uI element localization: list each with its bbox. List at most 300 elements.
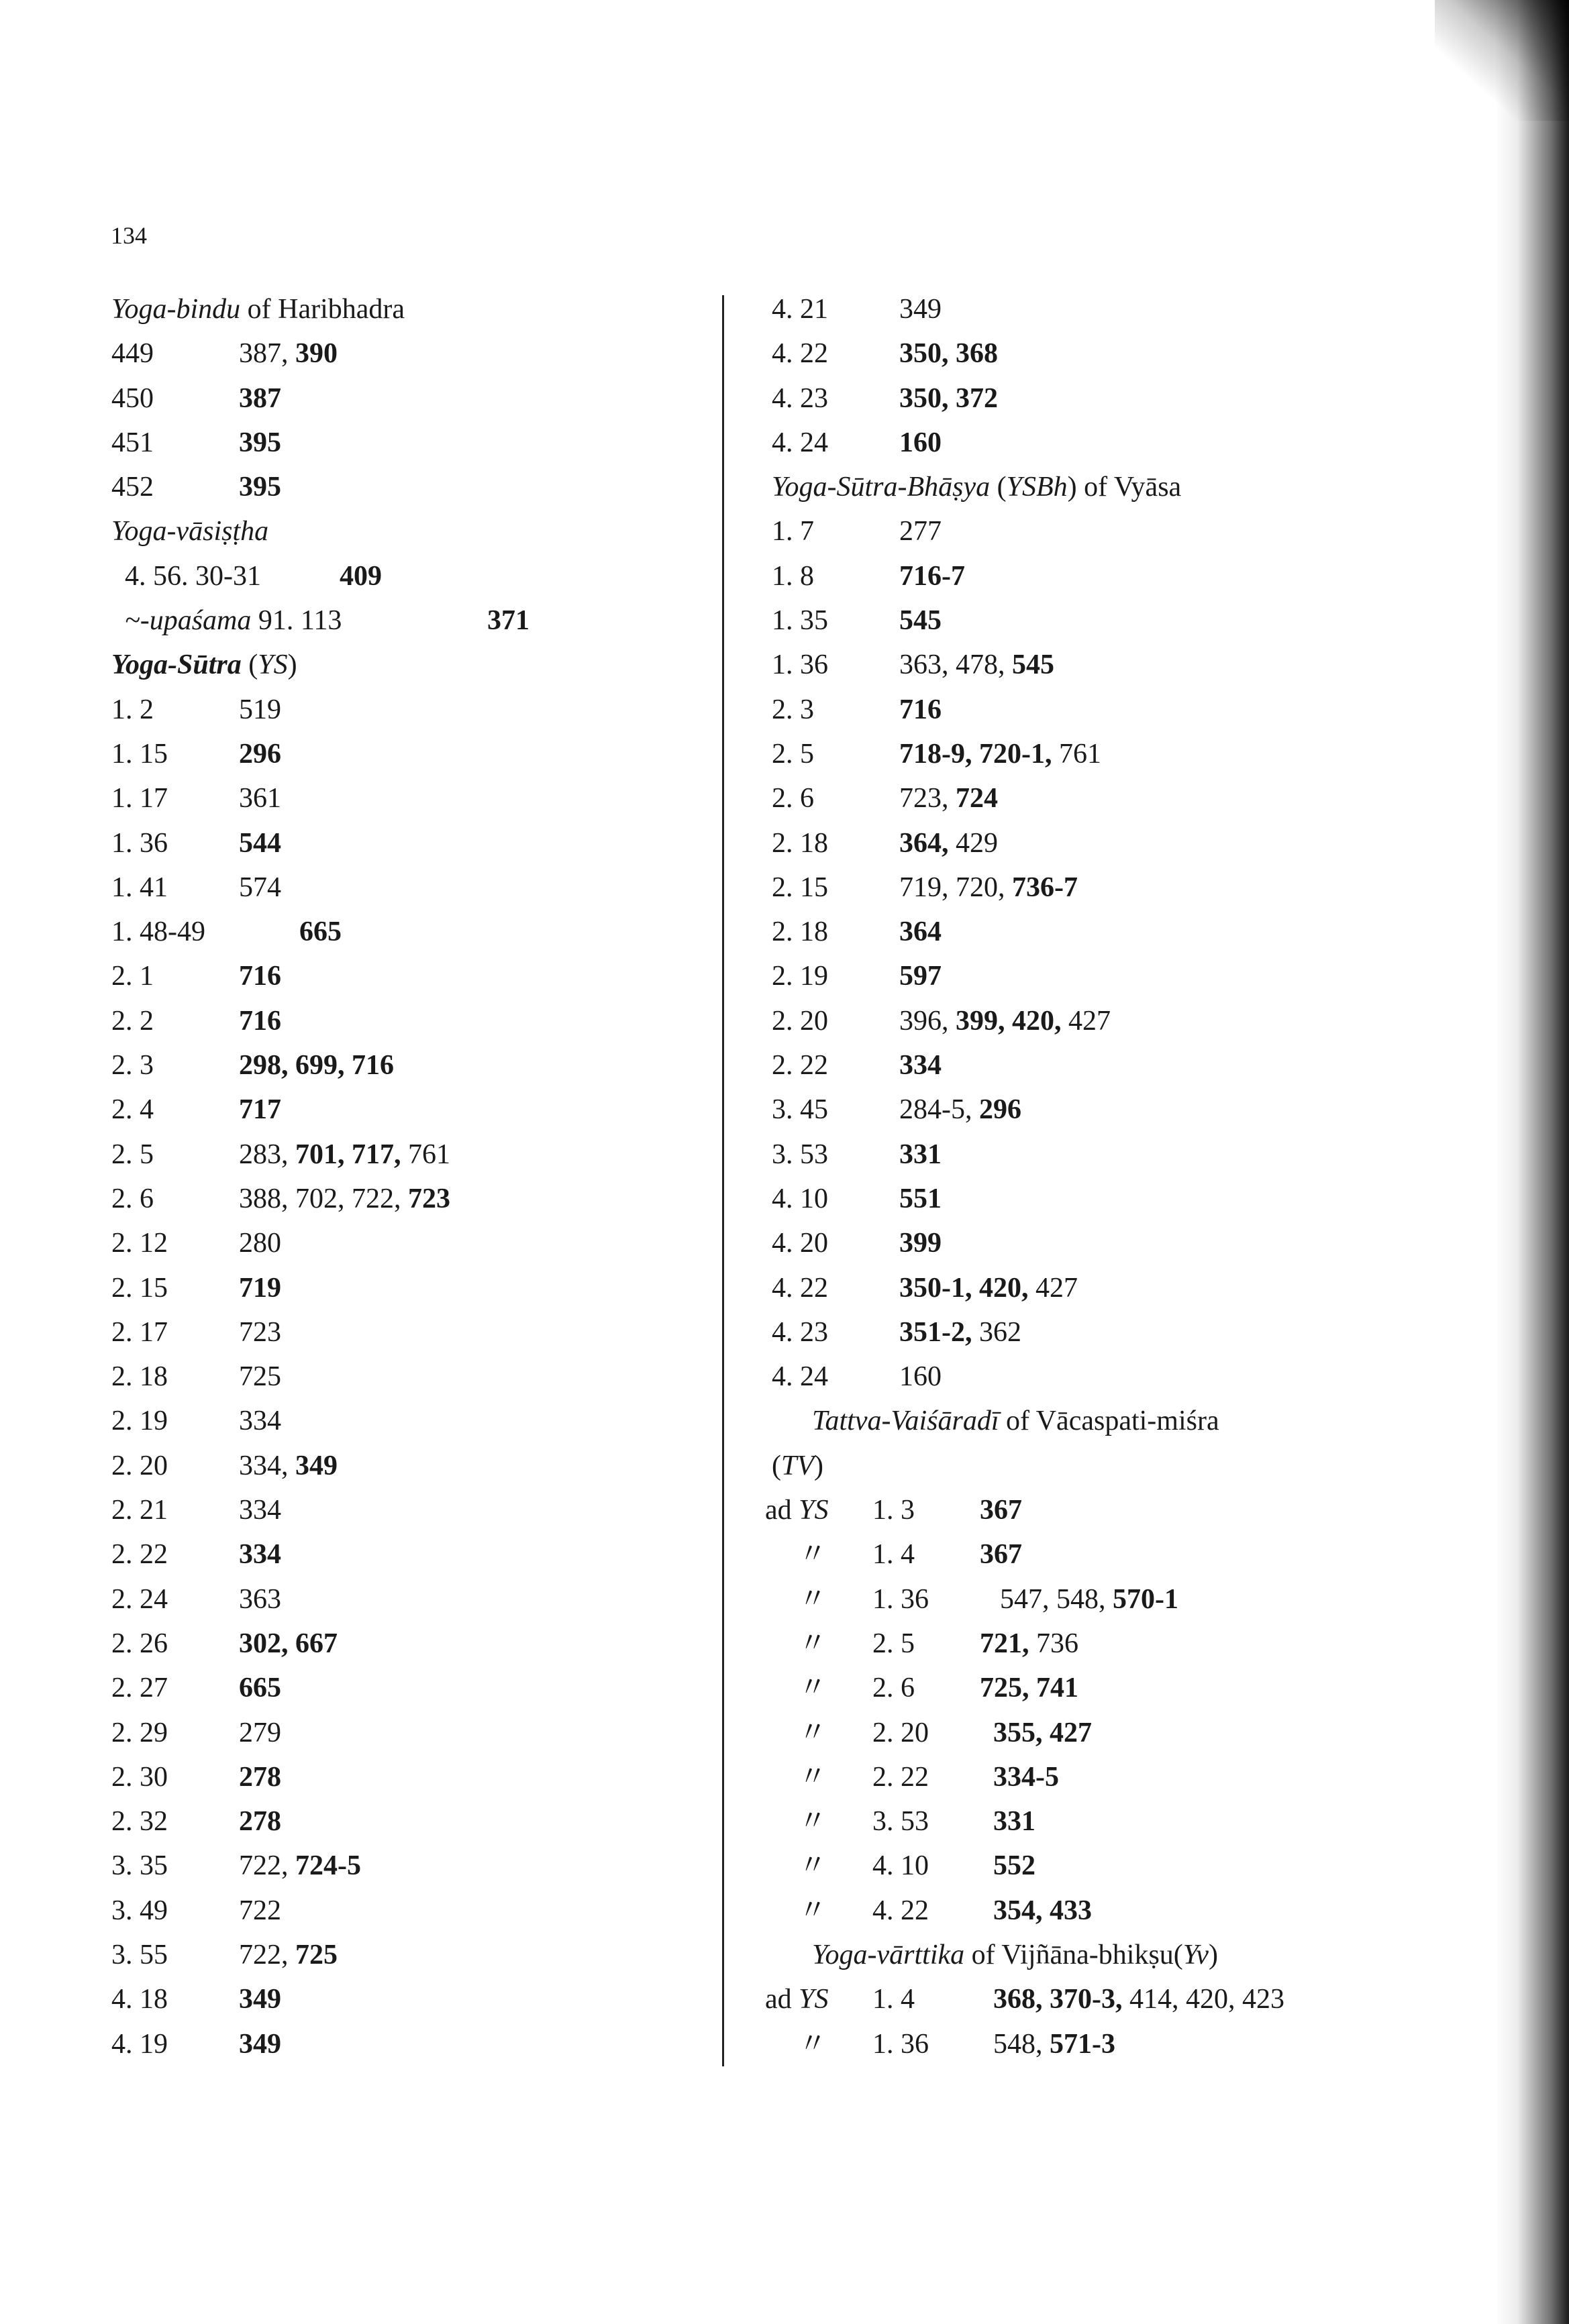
index-entry [111,1444,689,1488]
index-entry [772,1221,1349,1265]
entry-reference: 3. 53 [872,1806,929,1838]
index-entry [772,331,1349,376]
entry-reference: 3. 49 [111,1895,168,1926]
entry-reference: 2. 27 [111,1673,168,1704]
index-heading [111,643,689,687]
index-entry [772,1177,1349,1221]
index-entry [111,1711,689,1755]
page-ref: 414, 420, 423 [1129,1984,1284,2015]
index-entry [111,821,689,865]
entry-pages [899,954,942,998]
index-entry [111,1844,689,1888]
entry-prefix: 〃 [799,1628,827,1659]
index-entry [772,1266,1349,1310]
entry-pages [239,421,281,465]
entry-prefix: ad YS [765,1984,829,2015]
entry-reference: 2. 2 [111,1005,154,1037]
page-ref: 665 [239,1673,281,1704]
entry-pages [239,1088,281,1132]
index-entry [111,598,689,643]
entry-pages [899,910,942,954]
heading-part: of Vācaspati-miśra [999,1406,1219,1437]
entry-reference: 2. 6 [872,1673,915,1704]
entry-reference: 3. 35 [111,1850,168,1882]
index-entry [772,1799,1349,1844]
index-heading-text [772,1444,823,1488]
entry-reference: 2. 5 [111,1139,154,1170]
page-ref: 725 [239,1361,281,1393]
entry-reference: 2. 15 [111,1272,168,1304]
entry-reference: 4. 22 [872,1895,929,1926]
index-entry [772,821,1349,865]
heading-part: ) of Vyāsa [1067,472,1182,503]
page-number: 134 [111,222,147,249]
page-ref: 390 [295,338,338,370]
index-entry [772,1755,1349,1799]
entry-reference: 2. 20 [772,1005,828,1037]
entry-pages [899,1310,1021,1355]
index-entry [772,509,1349,553]
entry-reference: 4. 10 [872,1850,929,1882]
page-ref: 761 [1058,738,1101,770]
entry-pages [993,1799,1035,1844]
page-ref: 280 [239,1228,281,1259]
page-ref: 334 [239,1495,281,1526]
entry-pages [239,465,281,509]
index-entry [111,1622,689,1666]
entry-reference: 2. 18 [111,1361,168,1393]
entry-pages [899,776,998,821]
page-ref: 545 [1012,649,1054,681]
index-entry [111,1755,689,1799]
page-ref: 519 [239,694,281,725]
index-entry [111,1177,689,1221]
index-heading [772,465,1349,509]
index-heading-text [772,465,1181,509]
entry-reference: 4. 20 [772,1228,828,1259]
page-ref: 362 [979,1316,1021,1348]
heading-part: Yoga-vārttika [812,1939,965,1970]
page-ref: 371 [487,605,529,637]
entry-reference: 2. 18 [772,916,828,948]
entry-reference: 2. 17 [111,1316,168,1348]
page-ref: 761 [408,1139,450,1170]
heading-part: of Haribhadra [240,294,405,325]
page-ref: 548, [993,2028,1050,2060]
page-ref: 722, [239,1850,295,1882]
page-ref: 354, 433 [993,1895,1092,1926]
page-ref: 334 [239,1406,281,1437]
entry-pages [993,1711,1092,1755]
book-corner-shadow [1435,0,1569,121]
entry-reference: 449 [111,338,154,370]
entry-reference: 4. 22 [772,1272,828,1304]
page-ref: 725, 741 [980,1673,1078,1704]
page-ref: 364 [899,916,942,948]
entry-pages [899,554,965,598]
entry-reference: 4. 22 [772,338,828,370]
page-ref: 278 [239,1806,281,1838]
page-ref: 284-5, [899,1094,979,1126]
index-entry [772,376,1349,421]
heading-part: Tattva-Vaiśāradī [812,1406,999,1437]
page-ref: 363 [239,1583,281,1615]
entry-reference: 2. 1 [111,961,154,992]
index-column-left [111,287,689,2066]
entry-reference: 1. 17 [111,783,168,814]
index-heading-text [111,643,297,687]
index-entry [772,2022,1349,2066]
index-entry [111,2022,689,2066]
page-ref: 718-9, 720-1, [899,738,1059,770]
entry-pages [239,1666,281,1710]
index-entry [111,999,689,1043]
entry-pages [239,865,281,910]
entry-reference: 2. 22 [111,1539,168,1571]
entry-pages [239,776,281,821]
entry-pages [239,1444,338,1488]
entry-reference: 2. 5 [772,738,814,770]
page-ref: 279 [239,1717,281,1748]
entry-reference: 2. 19 [772,961,828,992]
page-ref: 570-1 [1113,1583,1178,1615]
entry-reference: 2. 32 [111,1806,168,1838]
entry-pages [239,1711,281,1755]
page-ref: 719, 720, [899,872,1012,903]
page-ref: 334-5 [993,1761,1059,1793]
entry-pages [899,1177,942,1221]
entry-pages [239,954,281,998]
entry-pages [993,1755,1059,1799]
page-ref: 427 [1035,1272,1078,1304]
entry-prefix: ad YS [765,1495,829,1526]
entry-pages [239,1755,281,1799]
entry-pages [239,331,338,376]
page-ref: 302, 667 [239,1628,338,1659]
page-ref: 396, [899,1005,956,1037]
entry-reference: 2. 21 [111,1495,168,1526]
index-entry [772,643,1349,687]
page-ref: 736 [1036,1628,1078,1659]
page-ref: 427 [1068,1005,1111,1037]
index-entry [111,1532,689,1577]
index-entry [111,776,689,821]
page-ref: 387, [239,338,295,370]
heading-part: ( [772,1450,781,1481]
index-entry [772,688,1349,732]
entry-pages [899,1355,942,1399]
heading-part: ( [990,472,1007,503]
entry-prefix: 〃 [799,1717,827,1748]
entry-pages [239,688,281,732]
entry-pages [993,2022,1115,2066]
index-entry [772,1043,1349,1088]
entry-reference: 1. 48-49 [111,916,205,948]
page-ref: 349 [239,1984,281,2015]
page-ref: 349 [295,1450,338,1481]
index-entry [111,1977,689,2021]
page-ref: 716-7 [899,560,965,592]
entry-reference: 1. 41 [111,872,168,903]
heading-part: Yv [1182,1939,1209,1970]
entry-prefix: 〃 [799,1895,827,1926]
entry-reference: 4. 18 [111,1984,168,2015]
page-ref: 296 [979,1094,1021,1126]
page-ref: 544 [239,827,281,859]
entry-pages [1000,1577,1178,1622]
entry-pages [239,1889,281,1933]
entry-pages [239,376,281,421]
page-ref: 665 [299,916,342,948]
heading-part: YS [258,649,288,681]
index-entry [111,554,689,598]
index-entry [772,1889,1349,1933]
entry-reference: 450 [111,382,154,414]
entry-reference: 2. 22 [772,1050,828,1081]
index-entry [772,1666,1349,1710]
page-ref: 723, [899,783,956,814]
heading-part: Yoga-Sūtra [111,649,242,681]
entry-pages [239,2022,281,2066]
entry-reference: 1. 35 [772,605,828,637]
entry-reference: 4. 10 [772,1183,828,1214]
page-ref: 429 [956,827,998,859]
heading-part: ) [1208,1939,1218,1970]
entry-pages [899,287,942,331]
page-ref: 716 [239,1005,281,1037]
entry-pages [299,910,342,954]
page-ref: 350, 368 [899,338,998,370]
page-ref: 355, 427 [993,1717,1092,1748]
entry-reference: 3. 55 [111,1939,168,1970]
entry-pages [899,376,998,421]
index-entry [111,1399,689,1443]
entry-pages [239,821,281,865]
page-ref: 723 [239,1316,281,1348]
heading-part: ) [814,1450,824,1481]
entry-pages [239,1221,281,1265]
entry-pages [899,865,1078,910]
entry-pages [239,1622,338,1666]
entry-reference: 2. 5 [872,1628,915,1659]
page-ref: 351-2, [899,1316,979,1348]
page-ref: 278 [239,1761,281,1793]
page-ref: 395 [239,472,281,503]
index-heading [111,509,689,553]
index-entry [772,554,1349,598]
page-ref: 331 [899,1139,942,1170]
index-entry [111,1933,689,1977]
entry-pages [899,598,942,643]
page-ref: 716 [899,694,942,725]
entry-pages [239,732,281,776]
index-entry [111,910,689,954]
page-ref: 334 [899,1050,942,1081]
page-ref: 547, 548, [1000,1583,1113,1615]
entry-pages [899,1088,1021,1132]
entry-pages [239,1266,281,1310]
page-ref: 724 [956,783,998,814]
index-heading-text [812,1399,1219,1443]
entry-pages [899,421,942,465]
index-entry [111,421,689,465]
entry-pages [899,1221,942,1265]
book-spine-shadow [1495,0,1569,2324]
entry-reference: 4. 21 [772,294,828,325]
page-ref: 387 [239,382,281,414]
entry-reference: 1. 36 [111,827,168,859]
entry-pages [340,554,382,598]
index-entry [772,421,1349,465]
entry-prefix: 〃 [799,1539,827,1571]
index-entry [772,1310,1349,1355]
page-ref: 719 [239,1272,281,1304]
entry-pages [239,1799,281,1844]
entry-pages [239,1043,394,1088]
entry-reference: 2. 6 [111,1183,154,1214]
entry-pages [239,999,281,1043]
index-entry [111,1889,689,1933]
entry-pages [899,688,942,732]
entry-pages [239,1933,338,1977]
entry-reference: 1. 36 [872,2028,929,2060]
entry-prefix: 〃 [799,1806,827,1838]
entry-prefix: 〃 [799,1850,827,1882]
entry-reference: 2. 30 [111,1761,168,1793]
entry-reference: 4. 23 [772,1316,828,1348]
entry-pages [899,732,1101,776]
page-ref: 363, 478, [899,649,1012,681]
page-ref: 367 [980,1539,1022,1571]
index-entry [772,1532,1349,1577]
page-ref: 395 [239,427,281,458]
entry-reference: 2. 19 [111,1406,168,1437]
entry-pages [899,1132,942,1177]
entry-pages [239,1310,281,1355]
entry-pages [899,1043,942,1088]
entry-reference: 1. 3 [872,1495,915,1526]
index-heading [772,1444,1349,1488]
entry-reference: 3. 45 [772,1094,828,1126]
entry-reference: 1. 4 [872,1539,915,1571]
entry-pages [239,1132,450,1177]
page-ref: 399 [899,1228,942,1259]
entry-pages [239,1488,281,1532]
entry-pages [239,1977,281,2021]
index-entry [111,732,689,776]
heading-part: ( [241,649,258,681]
index-entry [111,954,689,998]
index-entry [772,287,1349,331]
index-heading [772,1933,1349,1977]
entry-reference: 2. 6 [772,783,814,814]
entry-prefix: 〃 [799,1583,827,1615]
entry-pages [980,1622,1078,1666]
entry-pages [899,999,1111,1043]
page-ref: 545 [899,605,942,637]
page-ref: 350, 372 [899,382,998,414]
page-ref: 724-5 [295,1850,361,1882]
page-ref: 334, [239,1450,295,1481]
entry-pages [239,1177,450,1221]
index-heading-text [111,287,405,331]
page-ref: 350-1, 420, [899,1272,1035,1304]
entry-pages [487,598,529,643]
index-entry [765,1977,1349,2021]
entry-reference: ~-upaśama 91. 113 [125,605,342,637]
entry-reference: 2. 22 [872,1761,929,1793]
index-entry [772,598,1349,643]
page-ref: 597 [899,961,942,992]
heading-part: Yoga-Sūtra-Bhāṣya [772,472,991,503]
entry-reference: 1. 36 [872,1583,929,1615]
page-ref: 574 [239,872,281,903]
index-entry [772,910,1349,954]
index-entry [765,1488,1349,1532]
index-entry [111,1132,689,1177]
entry-pages [899,821,998,865]
entry-reference: 4. 56. 30-31 [125,560,261,592]
entry-pages [239,1399,281,1443]
index-entry [111,1088,689,1132]
page-ref: 552 [993,1850,1035,1882]
entry-pages [899,643,1054,687]
index-entry [111,1666,689,1710]
index-entry [772,999,1349,1043]
page-ref: 361 [239,783,281,814]
index-entry [772,865,1349,910]
page-ref: 725 [295,1939,338,1970]
page-ref: 283, [239,1139,295,1170]
entry-pages [993,1889,1092,1933]
entry-pages [239,1532,281,1577]
page-ref: 717 [239,1094,281,1126]
index-entry [111,376,689,421]
entry-reference: 2. 12 [111,1228,168,1259]
entry-pages [980,1666,1078,1710]
entry-reference: 1. 36 [772,649,828,681]
index-entry [111,1355,689,1399]
index-entry [772,1088,1349,1132]
page-ref: 277 [899,516,942,547]
page-ref: 160 [899,1361,942,1393]
index-entry [772,732,1349,776]
entry-reference: 3. 53 [772,1139,828,1170]
entry-reference: 2. 20 [111,1450,168,1481]
page-ref: 716 [239,961,281,992]
index-heading [772,1399,1349,1443]
entry-prefix: 〃 [799,2028,827,2060]
entry-reference: 2. 29 [111,1717,168,1748]
index-entry [772,954,1349,998]
entry-reference: 1. 7 [772,516,814,547]
page-ref: 349 [899,294,942,325]
page-ref: 364, [899,827,956,859]
index-entry [772,1622,1349,1666]
index-entry [111,331,689,376]
index-entry [772,776,1349,821]
index-heading-text [812,1933,1218,1977]
index-entry [111,1488,689,1532]
index-entry [111,865,689,910]
entry-reference: 451 [111,427,154,458]
page-ref: 701, 717, [295,1139,408,1170]
entry-reference: 4. 23 [772,382,828,414]
index-entry [111,688,689,732]
page-ref: 721, [980,1628,1036,1659]
page-ref: 551 [899,1183,942,1214]
index-entry [772,1355,1349,1399]
